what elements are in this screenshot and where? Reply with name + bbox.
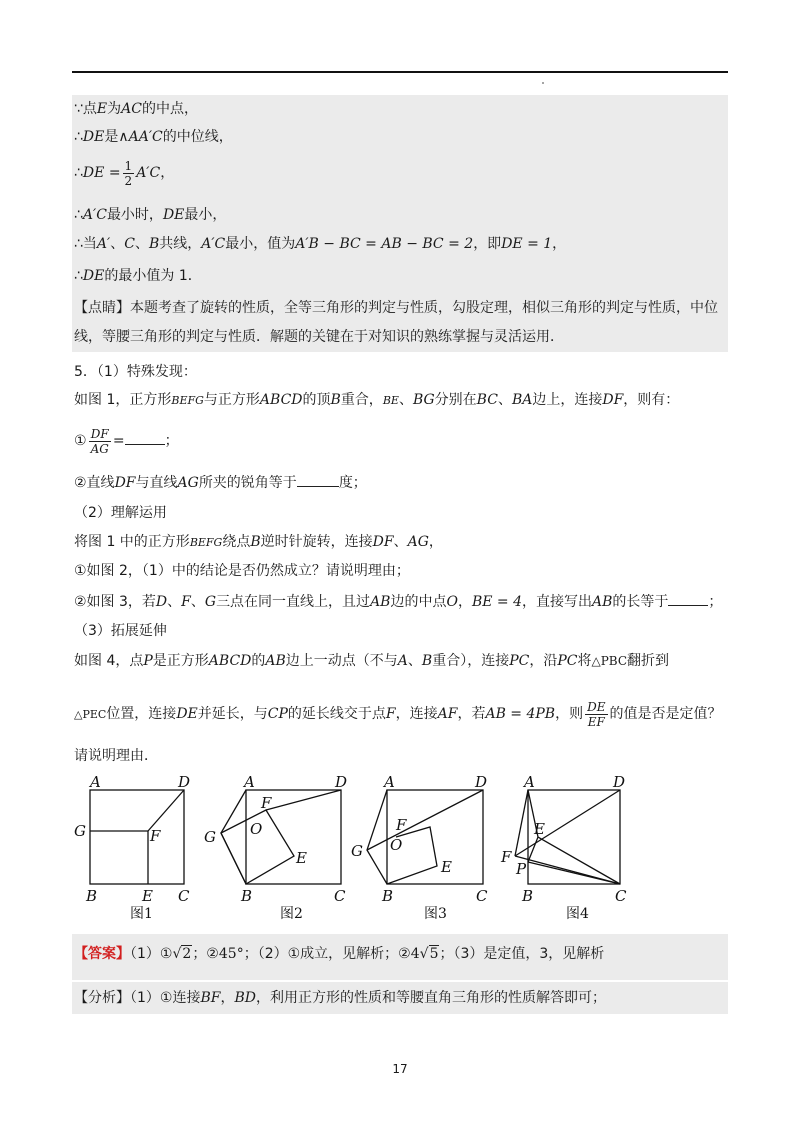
math-DE: DE bbox=[162, 207, 185, 223]
text: ∴ bbox=[74, 129, 83, 145]
text: 的最小值为 1． bbox=[104, 268, 202, 284]
math-DE: DE bbox=[82, 129, 105, 145]
solution-line-1 bbox=[74, 99, 724, 119]
math-AC: A′C bbox=[201, 236, 226, 252]
math-AC: A′C bbox=[82, 207, 107, 223]
text: 的中点， bbox=[141, 101, 198, 117]
label-A: A bbox=[244, 773, 255, 791]
blank-1[interactable] bbox=[125, 430, 165, 445]
label-C: C bbox=[334, 887, 346, 905]
figure-1 bbox=[90, 790, 184, 884]
blank-2[interactable] bbox=[297, 472, 339, 487]
geometry-figures bbox=[60, 770, 700, 922]
solution-line-4 bbox=[74, 205, 724, 225]
label-C: C bbox=[476, 887, 488, 905]
text: 线，等腰三角形的判定与性质．解题的关键在于对知识的熟练掌握与灵活运用． bbox=[74, 329, 564, 345]
caption-fig2: 图2 bbox=[280, 906, 303, 922]
label-O: O bbox=[390, 836, 403, 854]
part-3-title: （3）拓展延伸 bbox=[74, 623, 167, 639]
fraction-half: $\frac{1}{2}$ bbox=[124, 158, 133, 188]
fig1-statement: 如图 1，正方形BEFG与正方形ABCD的顶B重合，BE、BG分别在BC、BA边上，连接DF，则有： bbox=[74, 392, 680, 408]
fig4-question-3: 请说明理由． bbox=[74, 748, 158, 764]
math-C: C bbox=[124, 236, 135, 252]
text: ，即 bbox=[473, 236, 502, 252]
label-O: O bbox=[250, 820, 263, 838]
math-DE: DE bbox=[82, 268, 105, 284]
label-A: A bbox=[90, 773, 101, 791]
label-B: B bbox=[241, 887, 253, 905]
header-rule bbox=[72, 71, 728, 73]
dianjing-line-1 bbox=[74, 298, 724, 318]
label-F: F bbox=[501, 848, 512, 866]
label-F: F bbox=[150, 827, 161, 845]
text: ∴ bbox=[74, 268, 83, 284]
problem-title: 5．（1）特殊发现： bbox=[74, 364, 197, 380]
caption-fig3: 图3 bbox=[424, 906, 447, 922]
fraction-df-ag: $\frac{DF}{AG}$ bbox=[90, 426, 109, 456]
label-P: P bbox=[516, 860, 527, 878]
label-A: A bbox=[524, 773, 535, 791]
item-2: ②直线DF与直线AG所夹的锐角等于 度； bbox=[74, 472, 724, 493]
text: ∴ bbox=[74, 165, 83, 181]
label-D: D bbox=[335, 773, 348, 791]
label-C: C bbox=[615, 887, 627, 905]
analysis-line: 【分析】（1）①连接BF，BD，利用正方形的性质和等腰直角三角形的性质解答即可； bbox=[74, 990, 606, 1006]
text: 最小， bbox=[184, 207, 227, 223]
text: ∴当 bbox=[74, 236, 97, 252]
math-equation: DE = 1 bbox=[501, 236, 553, 252]
label-D: D bbox=[475, 773, 488, 791]
text: 、 bbox=[110, 236, 125, 252]
label-E: E bbox=[142, 887, 153, 905]
analysis-tag: 【分析】 bbox=[74, 990, 130, 1006]
label-G: G bbox=[74, 822, 86, 840]
label-C: C bbox=[178, 887, 190, 905]
stray-dot bbox=[542, 82, 544, 84]
sqrt-5: √5 bbox=[419, 946, 439, 962]
fig4-question-1: 如图 4，点P是正方形ABCD的AB边上一动点（不与A、B重合），连接PC，沿PC将△PBC翻折到 bbox=[74, 653, 670, 669]
figure-4 bbox=[515, 790, 620, 884]
page-number: 17 bbox=[392, 1062, 408, 1076]
part-2-title: （2）理解运用 bbox=[74, 505, 167, 521]
solution-line-2 bbox=[74, 127, 724, 147]
text: 的中位线， bbox=[162, 129, 233, 145]
answer-degree: 45° bbox=[218, 946, 244, 962]
math-lhs: DE = bbox=[82, 165, 121, 181]
solution-line-6 bbox=[74, 266, 724, 286]
fig2-question: ①如图 2，（1）中的结论是否仍然成立？请说明理由； bbox=[74, 563, 410, 579]
rotate-statement: 将图 1 中的正方形BEFG绕点B逆时针旋转，连接DF、AG， bbox=[74, 534, 443, 550]
text: 本题考查了旋转的性质，全等三角形的判定与性质，勾股定理，相似三角形的判定与性质，中位 bbox=[130, 300, 718, 316]
figure-2 bbox=[221, 790, 341, 884]
math-E: E bbox=[96, 101, 108, 117]
solution-line-5 bbox=[74, 234, 724, 254]
text: 共线， bbox=[159, 236, 202, 252]
label-F: F bbox=[261, 794, 272, 812]
label-B: B bbox=[522, 887, 534, 905]
item-1: ① $\frac{DF}{AG}$ = ； bbox=[74, 426, 179, 456]
label-F: F bbox=[396, 816, 407, 834]
text: ， bbox=[160, 165, 175, 181]
figure-3 bbox=[367, 790, 483, 884]
label-G: G bbox=[204, 828, 216, 846]
text: ∴ bbox=[74, 207, 83, 223]
math-AC: A′C bbox=[136, 165, 161, 181]
label-E: E bbox=[441, 858, 452, 876]
dianjing-tag: 【点睛】 bbox=[74, 300, 130, 316]
text: 最小时， bbox=[106, 207, 163, 223]
dianjing-line-2 bbox=[74, 327, 724, 347]
math-equation: A′B − BC = AB − BC = 2 bbox=[295, 236, 474, 252]
sqrt-2: √2 bbox=[172, 946, 192, 962]
label-G: G bbox=[351, 842, 363, 860]
label-D: D bbox=[178, 773, 191, 791]
label-B: B bbox=[86, 887, 98, 905]
math-A: A′ bbox=[96, 236, 111, 252]
caption-fig4: 图4 bbox=[566, 906, 589, 922]
solution-line-3 bbox=[74, 158, 724, 188]
text: ， bbox=[552, 236, 567, 252]
math-AC: AC bbox=[121, 101, 142, 117]
caption-fig1: 图1 bbox=[130, 906, 153, 922]
label-A: A bbox=[384, 773, 395, 791]
text: 、 bbox=[134, 236, 149, 252]
label-E: E bbox=[296, 849, 307, 867]
blank-3[interactable] bbox=[668, 591, 708, 606]
answer-line: 【答案】（1）①√2；②45°；（2）①成立，见解析；②4√5；（3）是定值，3，见解析 bbox=[74, 946, 605, 962]
math-B: B bbox=[148, 236, 160, 252]
fig4-question-2: △PEC位置，连接DE并延长，与CP的延长线交于点F，连接AF，若AB = 4PB，则 $\frac{DE}{EF}$ 的值是否是定值？ bbox=[74, 699, 722, 729]
fig3-question: ②如图 3，若D、F、G三点在同一直线上，且过AB边的中点O，BE = 4，直接写出AB的长等于 ； bbox=[74, 591, 724, 612]
text: 最小，值为 bbox=[225, 236, 296, 252]
text: 为 bbox=[107, 101, 122, 117]
math-triangle: ∧AA′C bbox=[118, 129, 163, 145]
label-B: B bbox=[382, 887, 394, 905]
text: 是 bbox=[104, 129, 119, 145]
label-E: E bbox=[534, 820, 545, 838]
label-D: D bbox=[613, 773, 626, 791]
text: ∵点 bbox=[74, 101, 97, 117]
fraction-de-ef: $\frac{DE}{EF}$ bbox=[587, 699, 606, 729]
answer-tag: 【答案】 bbox=[74, 946, 130, 962]
